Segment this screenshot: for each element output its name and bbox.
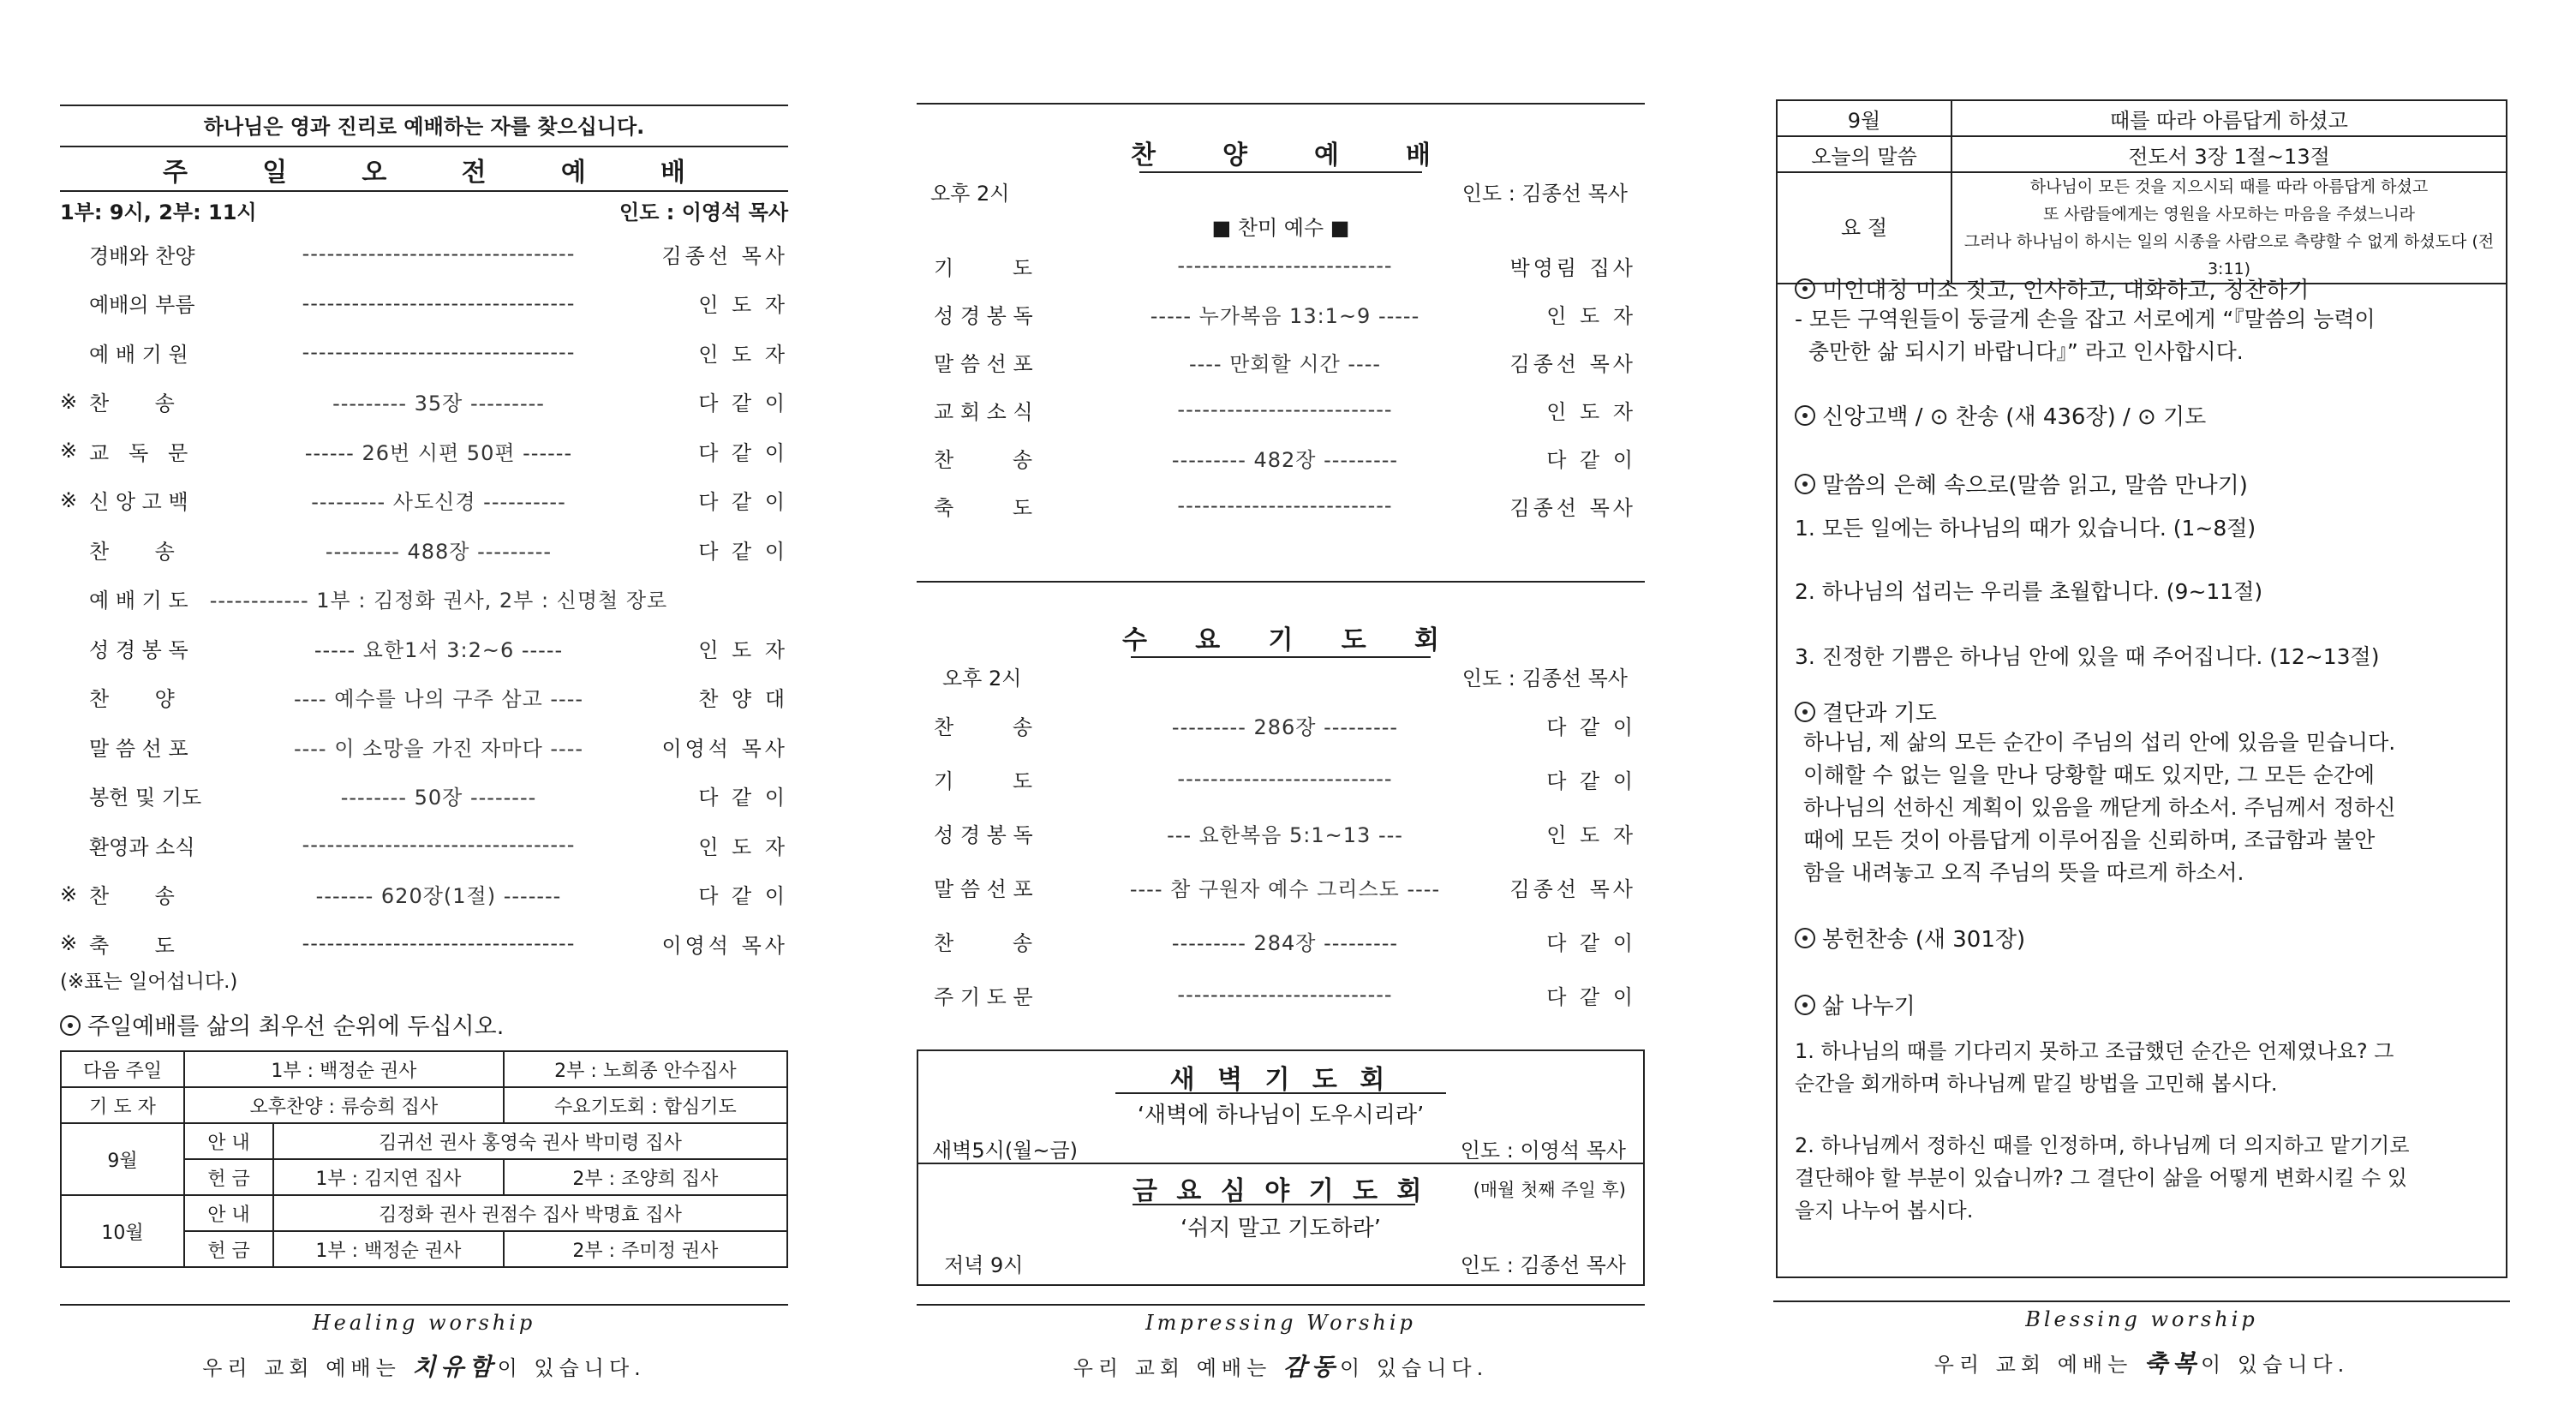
title-char: 도 — [1341, 625, 1366, 655]
next-week-label: 다음 주일 — [61, 1051, 184, 1087]
study-guide-box — [1776, 99, 2507, 1278]
greeting-body: - 모든 구역원들이 둥글게 손을 잡고 서로에게 “『말씀의 능력이 충만한 삶 되시기 바랍니다』” 라고 인사합시다. — [1795, 307, 2376, 364]
item-name: 찬 양 — [89, 687, 175, 711]
friday-leader: 인도 : 김종선 목사 — [1460, 1253, 1626, 1277]
item-detail: ---- 참 구원자 예수 그리스도 ---- — [1129, 876, 1441, 901]
order-item — [60, 926, 788, 960]
wed-time: 오후 2시 — [942, 667, 1022, 691]
item-name: 기 도 — [934, 768, 1033, 793]
item-detail: --------- 35장 --------- — [332, 392, 545, 416]
item-name: 찬 송 — [89, 392, 175, 416]
item-detail: --------------------------------- — [302, 290, 576, 315]
item-person: 인 도 자 — [1546, 303, 1636, 328]
item-detail: --------------------------------- — [302, 340, 576, 364]
title-underline — [1131, 656, 1431, 658]
header-table — [1778, 101, 2506, 284]
order-item — [934, 978, 1636, 1012]
item-name: 봉헌 및 기도 — [89, 786, 202, 810]
title-char: 수 — [1122, 625, 1147, 655]
prayer-label: 기 도 자 — [61, 1087, 184, 1123]
section-sharing: 삶 나누기 — [1795, 989, 2489, 1020]
item-name: 성 경 봉 독 — [934, 303, 1033, 328]
item-detail: --- 요한복음 5:1~13 --- — [1167, 822, 1403, 847]
item-detail: -------------------------- — [1177, 983, 1393, 1007]
item-name: 말 씀 선 포 — [934, 876, 1033, 901]
bullet-icon — [60, 1015, 81, 1036]
item-name: 기 도 — [934, 255, 1033, 280]
item-person: 인 도 자 — [698, 342, 788, 367]
stand-note: (※표는 일어섭니다.) — [60, 971, 238, 993]
cell: 1부 : 백정순 권사 — [273, 1231, 504, 1267]
today-reference: 전도서 3장 1절~13절 — [1951, 136, 2506, 172]
title-underline — [1115, 1092, 1446, 1094]
item-person: 이영석 목사 — [661, 933, 788, 958]
dawn-quote: ‘새벽에 하나님이 도우시리라’ — [1137, 1103, 1425, 1128]
today-label: 오늘의 말씀 — [1778, 136, 1951, 172]
item-detail: ---- 이 소망을 가진 자마다 ---- — [293, 736, 584, 761]
bullet-icon — [1795, 928, 1815, 948]
prayer-meetings-box — [917, 1049, 1645, 1286]
top-rule — [917, 103, 1645, 105]
praise-time: 오후 2시 — [930, 182, 1010, 206]
item-person: 다 같 이 — [1546, 768, 1636, 793]
item-name: 축 도 — [89, 933, 175, 958]
bullet-icon — [1795, 474, 1815, 494]
order-item — [934, 762, 1636, 796]
item-name: 찬 송 — [89, 884, 175, 908]
item-person: 다 같 이 — [1546, 930, 1636, 955]
section-decision: 결단과 기도 — [1795, 696, 2489, 727]
question-2: 2. 하나님께서 정하신 때를 인정하며, 하나님께 더 의지하고 맡기기로 결단해야 할 부분이 있습니까? 그 결단이 삶을 어떻게 변화시킬 수 있 을지 나누어 봅시다. — [1795, 1133, 2410, 1223]
footer-title: Healing worship — [312, 1311, 536, 1335]
friday-time: 저녁 9시 — [944, 1253, 1024, 1277]
summary-verse — [1951, 172, 2506, 284]
item-person: 다 같 이 — [1546, 984, 1636, 1009]
item-person: 인 도 자 — [1546, 822, 1636, 847]
bullet-icon — [1795, 995, 1815, 1015]
order-item — [60, 631, 788, 665]
item-person: 인 도 자 — [698, 834, 788, 859]
order-item — [934, 488, 1636, 523]
item-person: 이영석 목사 — [661, 736, 788, 761]
item-detail: ---- 예수를 나의 구주 삼고 ---- — [293, 687, 584, 711]
dawn-title: 새 벽 기 도 회 — [1169, 1065, 1392, 1095]
rule — [917, 581, 1645, 583]
item-person: 인 도 자 — [698, 293, 788, 317]
bullet-icon — [1795, 405, 1815, 426]
cell: 김귀선 권사 홍영숙 권사 박미령 집사 — [273, 1123, 787, 1159]
wednesday-title — [917, 619, 1645, 656]
order-item — [60, 236, 788, 271]
month-theme: 때를 따라 아름답게 하셨고 — [1951, 101, 2506, 136]
rule — [60, 146, 788, 147]
item-person: 다 같 이 — [698, 786, 788, 810]
offering-label: 헌 금 — [184, 1159, 273, 1195]
stand-mark: ※ — [60, 882, 78, 906]
item-person: 다 같 이 — [698, 440, 788, 465]
footer-rule — [917, 1304, 1645, 1306]
item-name: 경배와 찬양 — [89, 243, 195, 268]
footer-title: Blessing worship — [2025, 1307, 2258, 1331]
title-char: 주 — [163, 158, 188, 188]
item-person: 다 같 이 — [698, 884, 788, 908]
item-detail: ----- 요한1서 3:2~6 ----- — [314, 637, 564, 662]
point-3: 3. 진정한 기쁨은 하나님 안에 있을 때 주어집니다. (12~13절) — [1795, 644, 2380, 669]
item-detail: -------------------------- — [1177, 398, 1393, 422]
friday-title: 금 요 심 야 기 도 회 — [1133, 1176, 1427, 1206]
footer-rule — [1773, 1300, 2510, 1302]
cell-group-column — [1773, 0, 2510, 1423]
item-name: 교 회 소 식 — [934, 399, 1033, 424]
item-name: 찬 송 — [934, 714, 1033, 739]
item-name: 찬 송 — [934, 447, 1033, 472]
item-detail: ---- 만회할 시간 ---- — [1188, 351, 1382, 376]
item-name: 말 씀 선 포 — [89, 736, 188, 761]
item-person: 인 도 자 — [698, 637, 788, 662]
item-person: 다 같 이 — [698, 392, 788, 416]
guide-label: 안 내 — [184, 1123, 273, 1159]
order-item — [60, 582, 788, 616]
stand-mark: ※ — [60, 931, 78, 955]
title-underline — [1139, 171, 1422, 173]
afternoon-worship-column — [917, 0, 1645, 1423]
footer-line: 우리 교회 예배는 감동이 있습니다. — [1073, 1353, 1489, 1381]
praise-title — [917, 134, 1645, 171]
item-name: 신 앙 고 백 — [89, 490, 188, 514]
month-label: 9월 — [1778, 101, 1951, 136]
item-name: 찬 송 — [89, 539, 175, 564]
section-offering-hymn: 봉헌찬송 (새 301장) — [1795, 922, 2489, 954]
item-person: 김종선 목사 — [1509, 495, 1636, 520]
item-name: 찬 송 — [934, 930, 1033, 955]
item-detail: --------- 286장 --------- — [1171, 714, 1399, 739]
stand-mark: ※ — [60, 439, 78, 463]
point-1: 1. 모든 일에는 하나님의 때가 있습니다. (1~8절) — [1795, 516, 2256, 541]
wed-leader: 인도 : 김종선 목사 — [1461, 667, 1628, 691]
guide-label: 안 내 — [184, 1195, 273, 1231]
rule — [60, 190, 788, 192]
item-name: 성 경 봉 독 — [89, 637, 188, 662]
item-name: 예배의 부름 — [89, 293, 195, 317]
order-item — [60, 532, 788, 566]
item-detail: --------- 284장 --------- — [1171, 930, 1399, 955]
bullet-icon — [1795, 702, 1815, 722]
service-times: 1부: 9시, 2부: 11시 — [60, 200, 257, 224]
order-item — [60, 385, 788, 419]
item-name: 예 배 기 원 — [89, 342, 188, 367]
order-item — [60, 729, 788, 763]
section-greeting: 미인대칭 미소 짓고, 인사하고, 대화하고, 칭찬하기 — [1795, 272, 2489, 304]
item-detail: --------- 482장 --------- — [1171, 447, 1399, 472]
order-item — [60, 680, 788, 714]
summary-label: 요 절 — [1778, 172, 1951, 284]
order-item — [934, 708, 1636, 742]
title-underline — [1133, 1204, 1415, 1205]
title-char: 요 — [1195, 625, 1221, 655]
item-detail: ------ 26번 시편 50편 ------ — [304, 440, 573, 465]
title-char: 배 — [660, 158, 685, 188]
offering-label: 헌 금 — [184, 1231, 273, 1267]
order-item — [934, 816, 1636, 850]
praise-leader: 인도 : 김종선 목사 — [1461, 182, 1628, 206]
item-detail: --------- 사도신경 ---------- — [311, 490, 566, 514]
item-name: 예 배 기 도 — [89, 589, 188, 613]
title-char: 기 — [1268, 625, 1294, 655]
item-person: 박영림 집사 — [1509, 255, 1636, 280]
order-item — [60, 483, 788, 517]
cell: 1부 : 김지연 집사 — [273, 1159, 504, 1195]
cell: 2부 : 노희종 안수집사 — [504, 1051, 787, 1087]
order-item — [934, 440, 1636, 475]
item-person: 김종선 목사 — [1509, 876, 1636, 901]
rule — [918, 1163, 1643, 1164]
stand-mark: ※ — [60, 389, 78, 414]
title-char: 일 — [262, 158, 288, 188]
bullet-icon — [1795, 278, 1815, 299]
item-detail: --------------------------------- — [302, 242, 576, 266]
month-label: 9월 — [61, 1123, 184, 1195]
item-name: 말 씀 선 포 — [934, 351, 1033, 376]
dawn-time: 새벽5시(월~금) — [932, 1139, 1079, 1163]
item-name: 주 기 도 문 — [934, 984, 1033, 1009]
cell: 2부 : 주미정 권사 — [504, 1231, 787, 1267]
title-char: 찬 — [1131, 141, 1156, 170]
item-detail: ----- 누가복음 13:1~9 ----- — [1150, 303, 1420, 328]
order-item — [934, 392, 1636, 427]
footer-line: 우리 교회 예배는 축복이 있습니다. — [1933, 1349, 2350, 1378]
title-char: 예 — [1314, 141, 1339, 170]
cell: 오후찬양 : 류승희 집사 — [184, 1087, 504, 1123]
sunday-worship-column — [60, 0, 788, 1423]
item-detail: ------------ 1부 : 김정화 권사, 2부 : 신명철 장로 — [209, 589, 668, 613]
item-person: 다 같 이 — [1546, 714, 1636, 739]
item-person: 다 같 이 — [1546, 447, 1636, 472]
point-2: 2. 하나님의 섭리는 우리를 초월합니다. (9~11절) — [1795, 579, 2263, 604]
item-detail: --------------------------------- — [302, 931, 576, 955]
friday-quote: ‘쉬지 말고 기도하라’ — [1180, 1216, 1381, 1241]
praise-subtitle: ■ 찬미 예수 ■ — [1211, 216, 1350, 240]
item-name: 축 도 — [934, 495, 1033, 520]
order-item — [60, 828, 788, 862]
order-item — [60, 877, 788, 912]
motto: 하나님은 영과 진리로 예배하는 자를 찾으십니다. — [203, 115, 645, 139]
verse-line: 그러나 하나님이 하시는 일의 시종을 사람으로 측량할 수 없게 하셨도다 (전3:11) — [1963, 232, 2495, 278]
title-char: 예 — [560, 158, 586, 188]
cell: 1부 : 백정순 권사 — [184, 1051, 504, 1087]
item-name: 환영과 소식 — [89, 834, 195, 859]
item-detail: ------- 620장(1절) ------- — [315, 884, 562, 908]
section-title — [60, 151, 788, 188]
verse-line: 또 사람들에게는 영원을 사모하는 마음을 주셨느니라 — [2043, 205, 2415, 224]
item-detail: --------------------------------- — [302, 833, 576, 857]
title-char: 배 — [1406, 141, 1431, 170]
order-item — [60, 286, 788, 320]
stand-mark: ※ — [60, 487, 78, 512]
order-item — [934, 344, 1636, 379]
friday-note: (매월 첫째 주일 후) — [1473, 1180, 1626, 1200]
month-label: 10월 — [61, 1195, 184, 1267]
item-detail: --------- 488장 --------- — [325, 539, 553, 564]
order-item — [60, 335, 788, 369]
footer-line: 우리 교회 예배는 치유함이 있습니다. — [202, 1353, 646, 1381]
volunteer-table — [60, 1050, 788, 1268]
item-person: 다 같 이 — [698, 490, 788, 514]
item-person: 김종선 목사 — [661, 243, 788, 268]
item-name: 성 경 봉 독 — [934, 822, 1033, 847]
order-item — [934, 296, 1636, 331]
cell: 김정화 권사 권점수 집사 박명효 집사 — [273, 1195, 787, 1231]
leader: 인도 : 이영석 목사 — [619, 200, 788, 224]
order-item — [934, 870, 1636, 904]
title-char: 회 — [1414, 625, 1439, 655]
item-detail: -------- 50장 -------- — [340, 786, 537, 810]
cell: 2부 : 조양희 집사 — [504, 1159, 787, 1195]
top-rule — [60, 105, 788, 106]
cell: 수요기도회 : 합심기도 — [504, 1087, 787, 1123]
item-person: 찬 양 대 — [698, 687, 788, 711]
item-detail: -------------------------- — [1177, 254, 1393, 278]
order-item — [934, 924, 1636, 958]
section-word: 말씀의 은혜 속으로(말씀 읽고, 말씀 만나기) — [1795, 468, 2489, 499]
item-detail: -------------------------- — [1177, 767, 1393, 791]
dawn-leader: 인도 : 이영석 목사 — [1460, 1139, 1626, 1163]
order-item — [60, 779, 788, 813]
item-name: 교 독 문 — [89, 440, 188, 465]
order-item — [934, 248, 1636, 283]
verse-line: 하나님이 모든 것을 지으시되 때를 따라 아름답게 하셨고 — [2029, 177, 2429, 196]
section-confession: 신앙고백 / ⊙ 찬송 (새 436장) / ⊙ 기도 — [1795, 399, 2489, 431]
order-item — [60, 433, 788, 468]
item-person: 다 같 이 — [698, 539, 788, 564]
prayer-text: 하나님, 제 삶의 모든 순간이 주님의 섭리 안에 있음을 믿습니다. 이해할 수 없는 일을 만나 당황할 때도 있지만, 그 모든 순간에 하나님의 선하신 계획이 있음을 깨닫게 하소서. 주님께서 정하신 때에 모든 것이 아름답게 이루어짐을 신뢰하며, 조급함과 불안 함을 내려놓고 오직 주님의 뜻을 따르게 하소서. — [1803, 730, 2396, 885]
item-person: 김종선 목사 — [1509, 351, 1636, 376]
title-char: 양 — [1222, 141, 1247, 170]
priority-note: 주일예배를 삶의 최우선 순위에 두십시오. — [60, 1007, 504, 1041]
title-char: 오 — [362, 158, 387, 188]
item-person: 인 도 자 — [1546, 399, 1636, 424]
title-char: 전 — [461, 158, 487, 188]
item-detail: -------------------------- — [1177, 493, 1393, 517]
question-1: 1. 하나님의 때를 기다리지 못하고 조급했던 순간은 언제였나요? 그 순간을 회개하며 하나님께 맡길 방법을 고민해 봅시다. — [1795, 1039, 2394, 1096]
footer-title: Impressing Worship — [1145, 1311, 1416, 1335]
footer-rule — [60, 1304, 788, 1306]
